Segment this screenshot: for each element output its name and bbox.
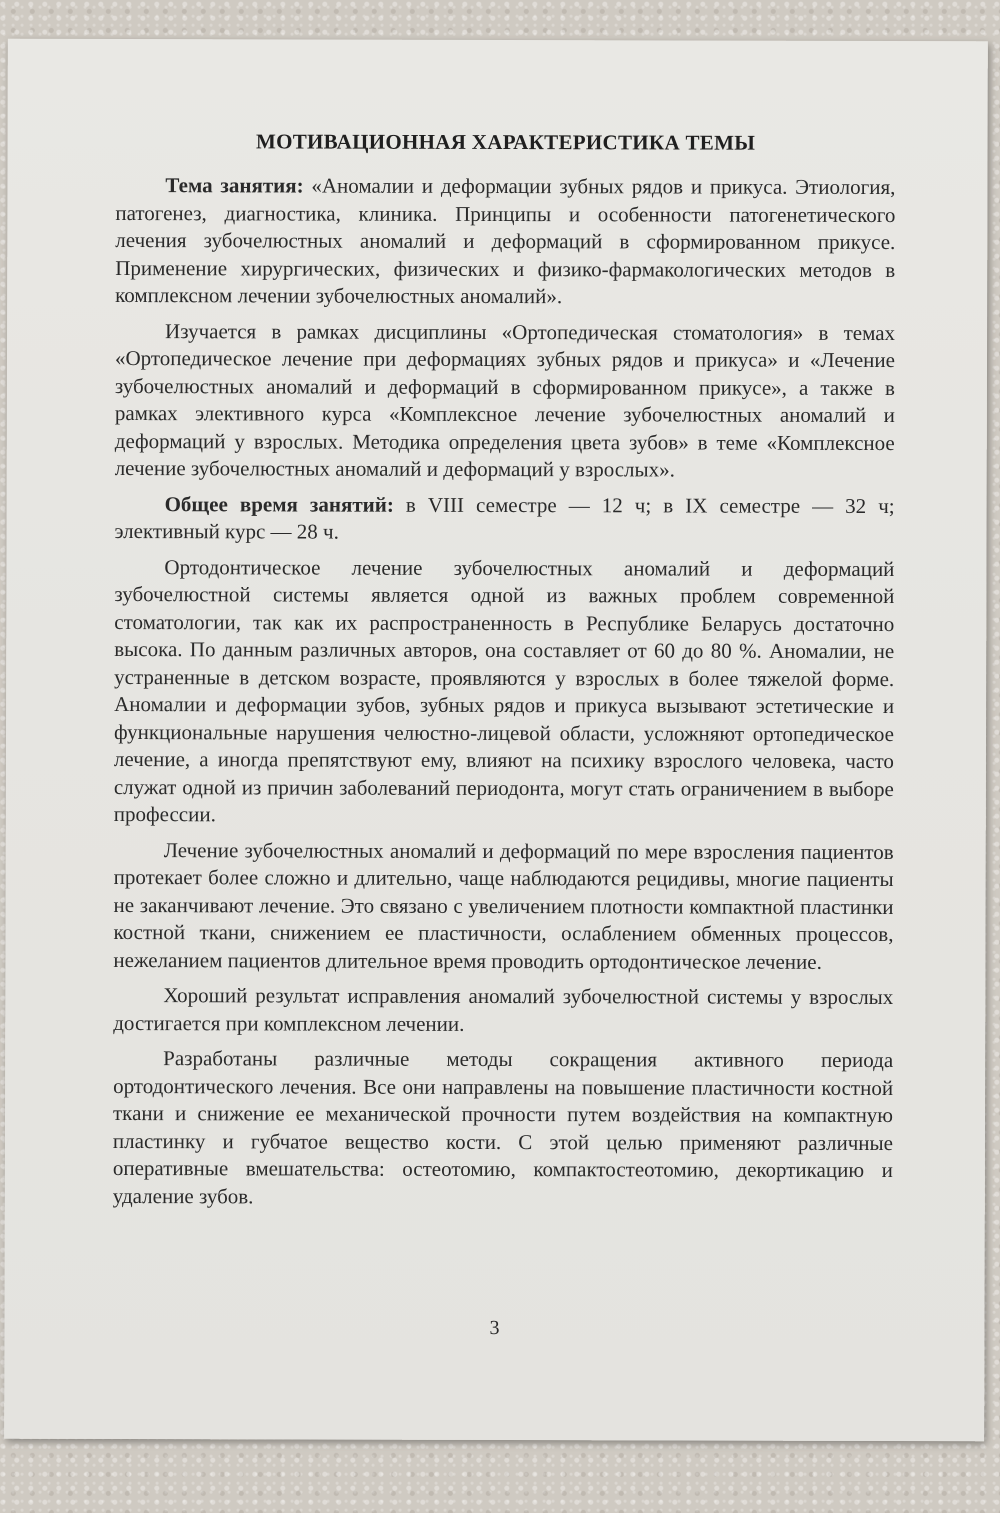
paragraph-discipline (115, 318, 895, 485)
paragraph-text: Разработаны различные методы сокращения активного периода ортодонтического лечения. Все они направлены на повышение пластичности костной ткани и снижение ее механической прочности путем воздействия на компактную пластинку и губчатое вещество кости. С этой целью применяют различные оперативные вмешательства: остеотомию, компактостеотомию, декортикацию и удаление зубов. (112, 1046, 894, 1208)
paragraph-text: Хороший результат исправления аномалий зубочелюстной системы у взрослых достигается при комплексном лечении. (113, 983, 894, 1036)
paragraph-text: Изучается в рамках дисциплины «Ортопедическая стоматология» в темах «Ортопедическое лечение при деформациях зубных рядов и прикуса» и «Лечение зубочелюстных аномалий и деформаций в сформированном прикусе», а также в рамках элективного курса «Комплексное лечение зубочелюстных аномалий и деформаций у взрослых. Методика определения цвета зубов» в теме «Комплексное лечение зубочелюстных аномалий и деформаций у взрослых». (114, 318, 896, 482)
section-heading: МОТИВАЦИОННАЯ ХАРАКТЕРИСТИКА ТЕМЫ (255, 129, 756, 155)
paragraph-total-time (115, 491, 895, 548)
paragraph-lead: Общее время занятий: (164, 491, 394, 517)
paragraph-lead: Тема занятия: (165, 173, 304, 198)
paragraph-text: в VIII семестре — 12 ч; в IX семестре — 32 ч; элективный курс — 28 ч. (114, 492, 895, 544)
page-number: 3 (489, 1316, 500, 1340)
paragraph-text: Ортодонтическое лечение зубочелюстных аномалий и деформаций зубочелюстной системы является одной из важных проблем современной стоматологии, так как их распространенность в Республике Беларусь достаточно высока. По данным различных авторов, она составляет от 60 до 80 %. Аномалии, не устраненные в детском возрасте, проявляются у взрослых в более тяжелой форме. Аномалии и деформации зубов, зубных рядов и прикуса вызывают эстетические и функциональные нарушения челюстно-лицевой области, усложняют ортопедическое лечение, а иногда препятствуют ему, влияют на психику взрослого человека, часто служат одной из причин заболеваний периодонта, могут стать ограничением в выборе профессии. (113, 554, 895, 827)
page-content (113, 129, 896, 1215)
paragraph-text: «Аномалии и деформации зубных рядов и прикуса. Этиология, патогенез, диагностика, клиника. Принципы и особенности патогенетического лечения зубочелюстных аномалий и деформаций в сформированном прикусе. Применение хирургических, физических и физико-фармакологических методов в комплексном лечении зубочелюстных аномалий». (115, 173, 896, 309)
paragraph-topic (115, 172, 895, 312)
paragraph-text: Лечение зубочелюстных аномалий и деформаций по мере взросления пациентов протекает более сложно и длительно, чаще наблюдаются рецидивы, многие пациенты не заканчивают лечение. Это связано с увеличением плотности компактной пластинки костной ткани, снижением ее пластичности, ослаблением обменных процессов, нежеланием пациентов длительное время проводить ортодонтическое лечение. (113, 837, 894, 974)
paragraph-complex-treatment (113, 982, 893, 1039)
paragraph-relevance (114, 554, 895, 831)
paragraph-treatment-adults (113, 836, 893, 976)
book-page (4, 39, 988, 1442)
paragraph-methods (113, 1045, 893, 1212)
